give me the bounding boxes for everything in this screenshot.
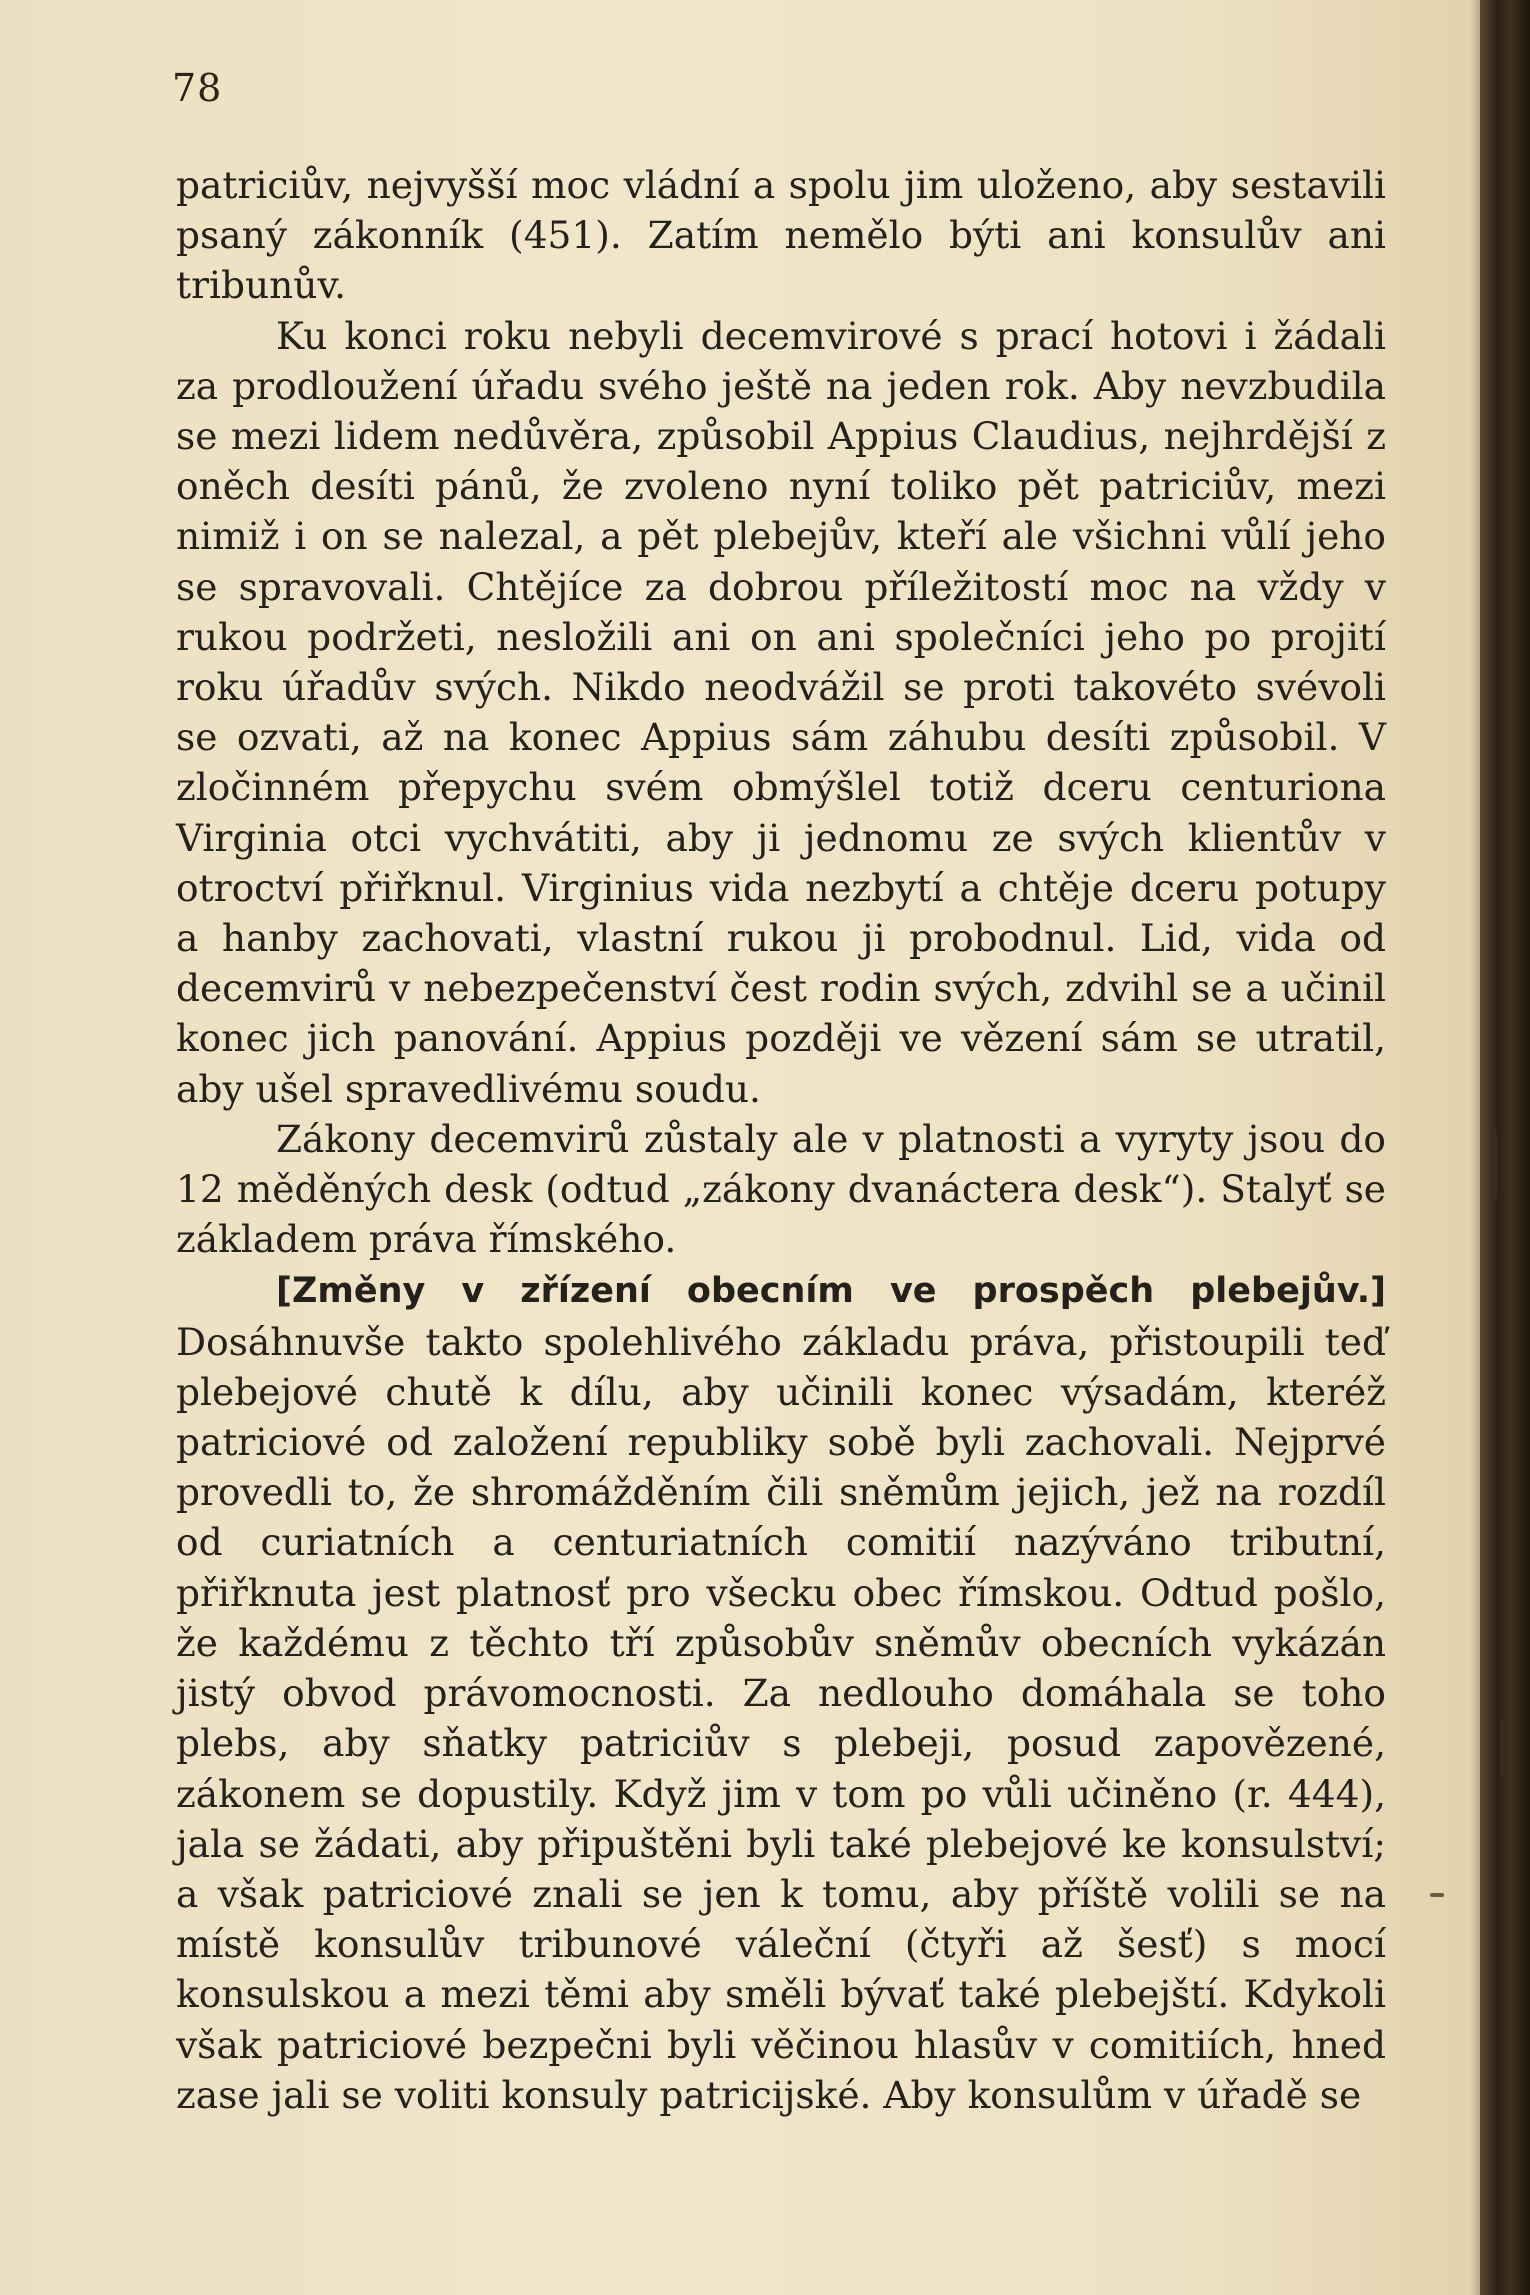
margin-ink-mark	[1430, 1893, 1444, 1897]
paragraph-3: Zákony decemvirů zůstaly ale v platnosti a vyryty jsou do 12 měděných desk (odtud „zákony dvanáctera desk“). Stalyť se základem práva římského.	[176, 1116, 1386, 1262]
page-body-text	[176, 160, 1386, 2120]
paragraph-4-text: Dosáhnuvše takto spolehlivého základu práva, přistoupili teď plebejové chutě k dílu, aby učinili konec výsadám, kteréž patriciové od založení republiky sobě byli zachovali. Nejprvé provedli to, že shromážděním čili sněmům jejich, jež na rozdíl od curiatních a centuriatních comitií nazýváno tributní, přiřknuta jest platnosť pro všecku obec římskou. Odtud pošlo, že každému z těchto tří způsobův sněmův obecních vykázán jistý obvod právomocnosti. Za nedlouho domáhala se toho plebs, aby sňatky patriciův s plebeji, posud zapovězené, zákonem se dopustily. Když jim v tom po vůli učiněno (r. 444), jala se žádati, aby připuštěni byli také plebejové ke konsulství; a však patriciové znali se jen k tomu, aby příště volili se na místě konsulův tribunové váleční (čtyři až šesť) s mocí konsulskou a mezi těmi aby směli bývať také plebejští. Kdykoli však patriciové bezpečni byli věčinou hlasův v comitiích, hned zase jali se voliti konsuly patricijské. Aby konsulům v úřadě se	[176, 1319, 1386, 2117]
paragraph-2: Ku konci roku nebyli decemvirové s prací hotovi i žádali za prodloužení úřadu svého ještě na jeden rok. Aby nevzbudila se mezi lidem nedůvěra, způsobil Appius Claudius, nejhrdější z oněch desíti pánů, že zvoleno nyní toliko pět patriciův, mezi nimiž i on se nalezal, a pět plebejův, kteří ale všichni vůlí jeho se spravovali. Chtějíce za dobrou příležitostí moc na vždy v rukou podržeti, nesložili ani on ani společníci jeho po projití roku úřadův svých. Nikdo neodvážil se proti takovéto svévoli se ozvati, až na konec Appius sám záhubu desíti způsobil. V zločinném přepychu svém obmýšlel totiž dceru centuriona Virginia otci vychvátiti, aby ji jednomu ze svých klientův v otroctví přiřknul. Virginius vida nezbytí a chtěje dceru potupy a hanby zachovati, vlastní rukou ji probodnul. Lid, vida od decemvirů v nebezpečenství čest rodin svých, zdvihl se a učinil konec jich panování. Appius později ve vězení sám se utratil, aby ušel spravedlivému soudu.	[176, 313, 1386, 1111]
page-number: 78	[172, 66, 223, 110]
margin-ink-mark	[1500, 1720, 1506, 1775]
paragraph-4	[176, 1264, 1386, 2119]
book-spine-gutter	[1480, 0, 1530, 2295]
section-heading: [Změny v zřízení obecním ve prospěch plebejův.]	[276, 1271, 1386, 1312]
paragraph-1: patriciův, nejvyšší moc vládní a spolu jim uloženo, aby sestavili psaný zákonník (451). Zatím nemělo býti ani konsulův ani tribunův.	[176, 163, 1386, 308]
margin-ink-mark	[1492, 1130, 1497, 1200]
